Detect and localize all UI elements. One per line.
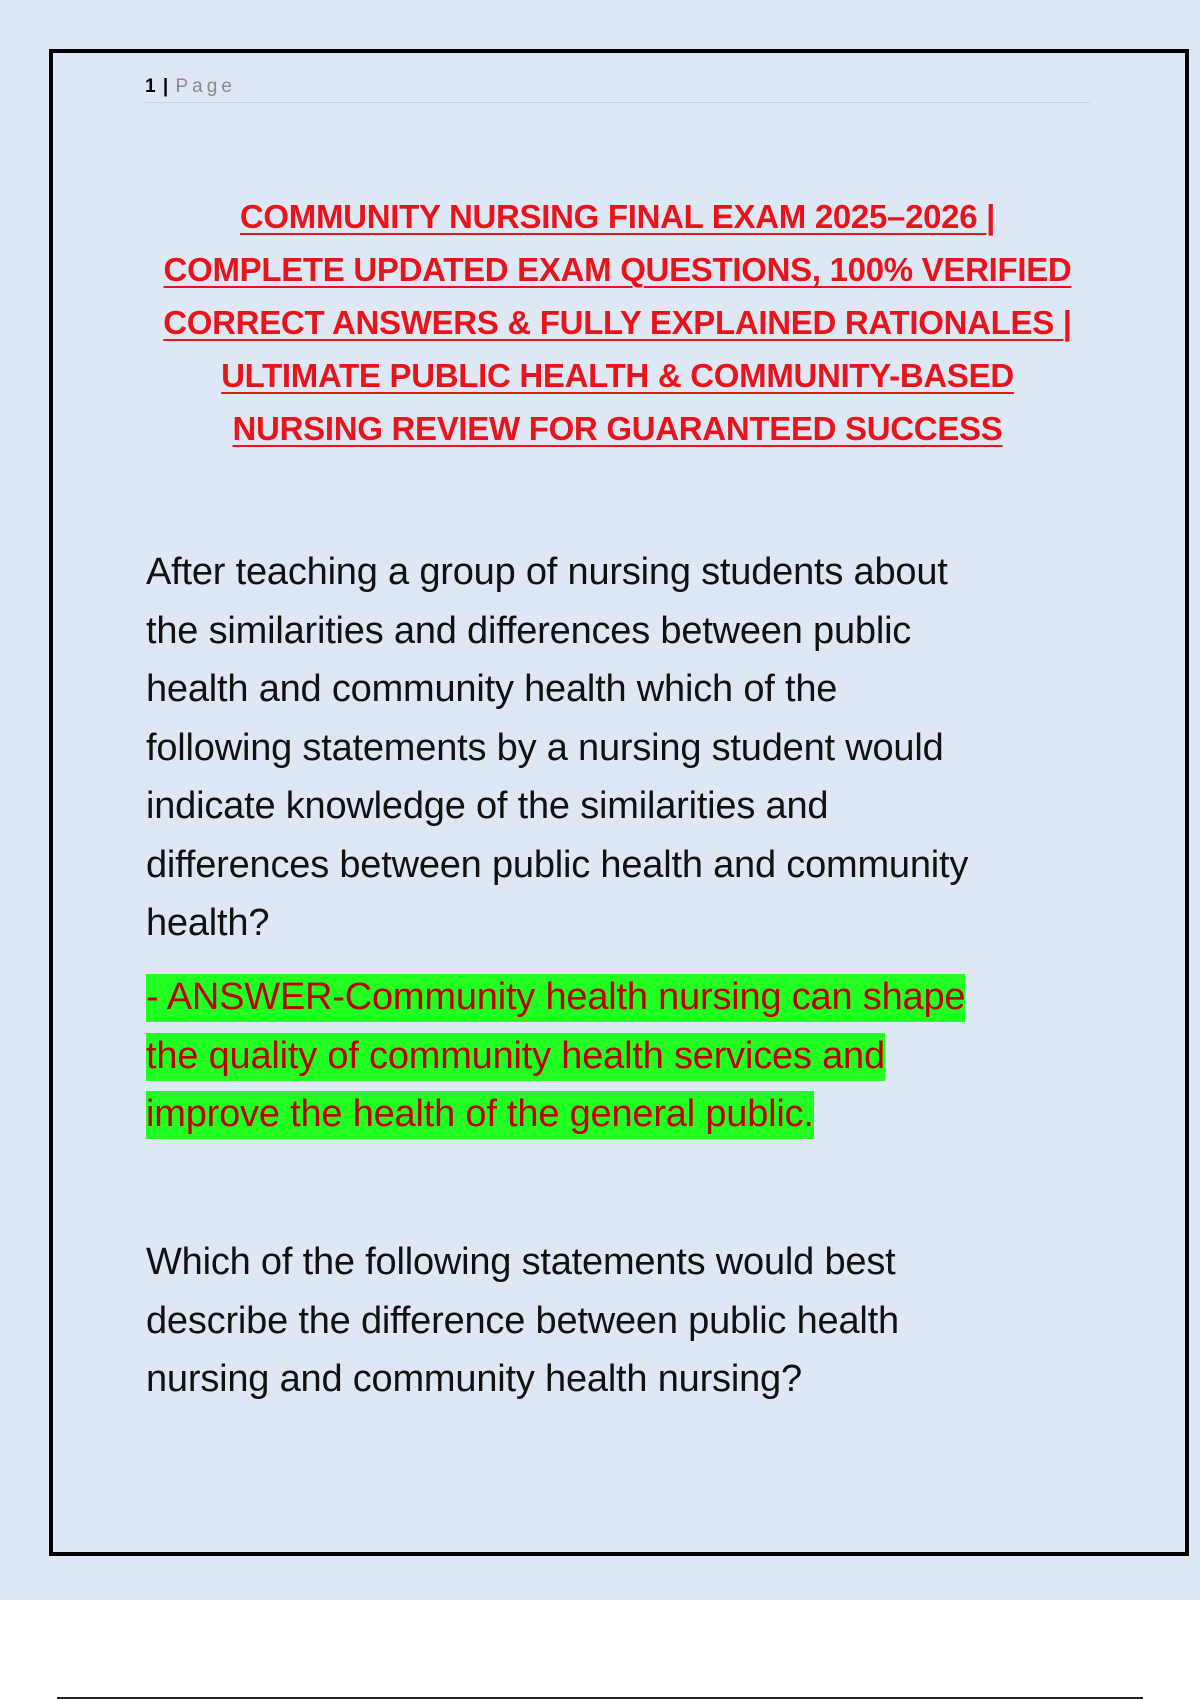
title-line: CORRECT ANSWERS & FULLY EXPLAINED RATIONALES |	[163, 304, 1072, 341]
answer-line: the quality of community health services and	[146, 1033, 885, 1081]
answer-line-wrapper	[146, 968, 1106, 1027]
question-line: After teaching a group of nursing students about	[146, 551, 948, 593]
footer-divider	[57, 1697, 1143, 1699]
answer-line-wrapper	[146, 1027, 1106, 1086]
question-line: differences between public health and community	[146, 843, 969, 886]
question-line: Which of the following statements would best	[146, 1241, 896, 1283]
question-line: the similarities and differences between public	[146, 609, 912, 652]
page-label: Page	[175, 76, 236, 97]
title-line: ULTIMATE PUBLIC HEALTH & COMMUNITY-BASED	[221, 357, 1014, 394]
document-title	[140, 190, 1095, 455]
question-line: following statements by a nursing student would	[146, 726, 944, 769]
page-number: 1	[145, 76, 156, 97]
title-line: NURSING REVIEW FOR GUARANTEED SUCCESS	[232, 410, 1003, 447]
answer-1	[146, 968, 1106, 1144]
question-line: health and community health which of the	[146, 668, 838, 710]
answer-line: improve the health of the general public.	[146, 1091, 814, 1139]
answer-line-wrapper	[146, 1085, 1106, 1144]
question-line: health?	[146, 902, 270, 944]
question-line: describe the difference between public health	[146, 1299, 899, 1342]
page-separator: |	[162, 76, 169, 97]
question-line: nursing and community health nursing?	[146, 1358, 802, 1400]
answer-line: - ANSWER-Community health nursing can shape	[146, 974, 965, 1022]
title-line: COMPLETE UPDATED EXAM QUESTIONS, 100% VERIFIED	[163, 251, 1072, 288]
question-line: indicate knowledge of the similarities and	[146, 785, 829, 827]
page-header	[145, 74, 1090, 103]
question-2	[146, 1233, 1106, 1409]
title-line: COMMUNITY NURSING FINAL EXAM 2025–2026 |	[239, 198, 996, 235]
question-1	[146, 543, 1106, 953]
